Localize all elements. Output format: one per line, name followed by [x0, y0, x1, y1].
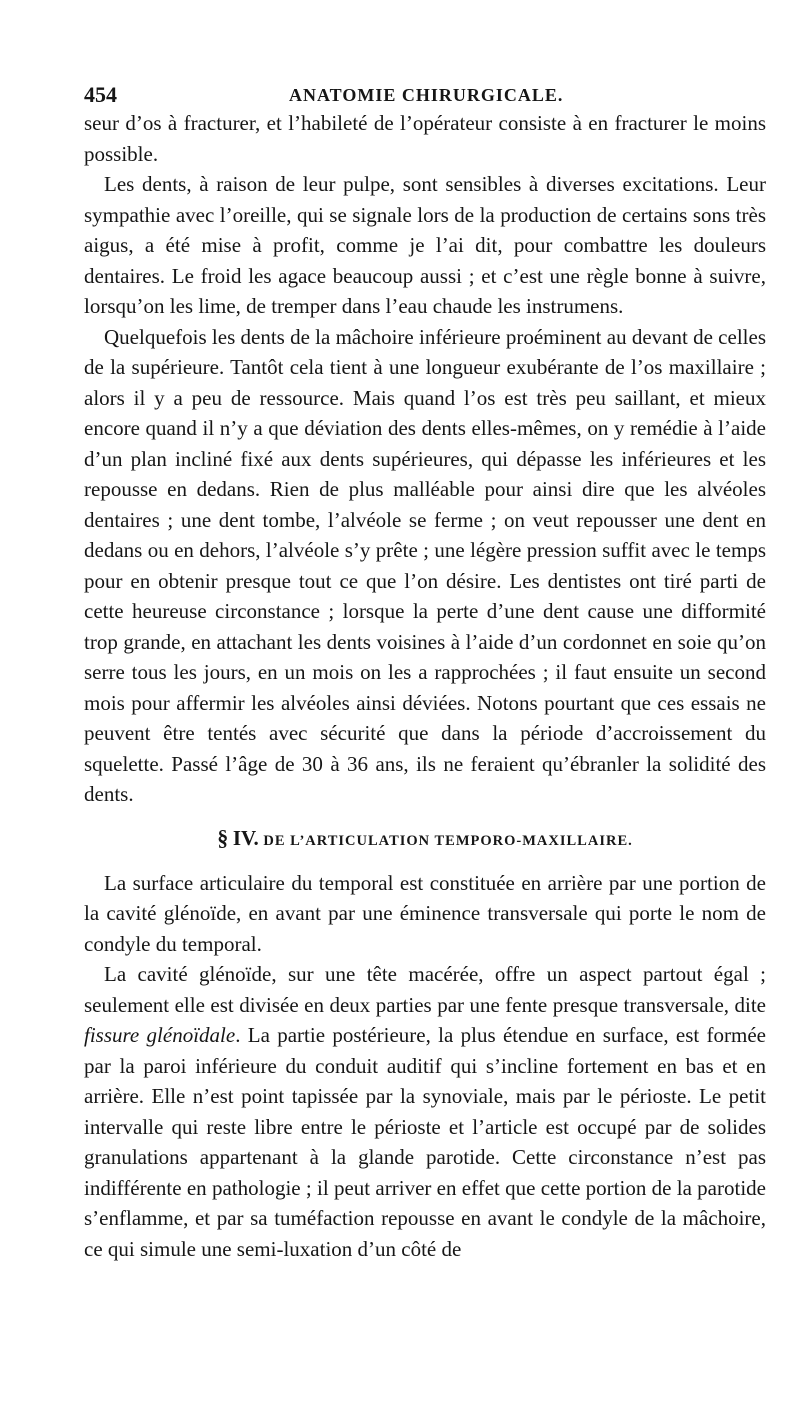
- running-title: ANATOMIE CHIRURGICALE.: [289, 85, 564, 105]
- paragraph-teeth-alignment: Quelquefois les dents de la mâchoire inférieure proéminent au devant de celles de la supérieure. Tantôt cela tient à une longueur exubérante de l’os maxillaire ; alors il y a peu de ressource. Mais quand l’os est très peu saillant, et mieux encore quand il n’y a que déviation des dents elles-mêmes, on y remédie à l’aide d’un plan incliné fixé aux dents supérieures, qui dépasse les inférieures et les repousse en dedans. Rien de plus malléable pour ainsi dire que les alvéoles dentaires ; une dent tombe, l’alvéole se ferme ; on veut repousser une dent en dedans ou en dehors, l’alvéole s’y prête ; une légère pression suffit avec le temps pour en obtenir presque tout ce que l’on désire. Les dentistes ont tiré parti de cette heureuse circonstance ; lorsque la perte d’une dent cause une difformité trop grande, en attachant les dents voisines à l’aide d’un cordonnet en soie qu’on serre tous les jours, en un mois on les a rapprochées ; il faut ensuite un second mois pour affermir les alvéoles ainsi déviées. Notons pourtant que ces essais ne peuvent être tentés avec sécurité que dans la période d’accroissement du squelette. Passé l’âge de 30 à 36 ans, ils ne feraient qu’ébranler la solidité des dents.: [84, 324, 766, 806]
- paragraph-teeth-sensitivity: Les dents, à raison de leur pulpe, sont sensibles à diverses excitations. Leur sympathie avec l’oreille, qui se signale lors de la production de certains sons très aigus, a été mise à profit, comme je l’ai dit, pour combattre les douleurs dentaires. Le froid les agace beaucoup aussi ; et c’est une règle bonne à suivre, lorsqu’on les lime, de tremper dans l’eau chaude les instrumens.: [84, 172, 766, 318]
- glenoid-text-after: . La partie postérieure, la plus étendue en surface, est formée par la paroi inférieure du conduit auditif qui s’incline fortement en bas et en arrière. Elle n’est point tapissée par la synoviale, mais par le périoste. Le petit intervalle qui reste libre entre le périoste et l’article est occupé par de solides granulations appartenant à la glande parotide. Cette circonstance n’est pas indifférente en pathologie ; il peut arriver en effet que cette portion de la parotide s’enflamme, et par sa tuméfaction repousse en avant le condyle de la mâchoire, ce qui simule une semi-luxation d’un côté de: [84, 1023, 766, 1261]
- paragraph-glenoid-cavity: [84, 959, 766, 1264]
- paragraph-continuation: seur d’os à fracturer, et l’habileté de l’opérateur consiste à en fracturer le moins possible.: [84, 111, 766, 166]
- section-heading: [84, 823, 766, 856]
- paragraph-articular-surface: La surface articulaire du temporal est constituée en arrière par une portion de la cavité glénoïde, en avant par une éminence transversale qui porte le nom de condyle du temporal.: [84, 870, 766, 956]
- italic-term: fissure glénoïdale: [84, 1023, 236, 1047]
- section-title: DE L’ARTICULATION TEMPORO-MAXILLAIRE.: [263, 832, 633, 849]
- glenoid-text-before: La cavité glénoïde, sur une tête macérée, offre un aspect partout égal ; seulement elle est divisée en deux parties par une fente presque transversale, dite: [84, 962, 766, 1017]
- section-number: IV.: [232, 825, 259, 850]
- page-header: [84, 82, 768, 108]
- section-mark: §: [217, 824, 229, 850]
- page-number: 454: [84, 82, 117, 107]
- page-body: [84, 108, 766, 1264]
